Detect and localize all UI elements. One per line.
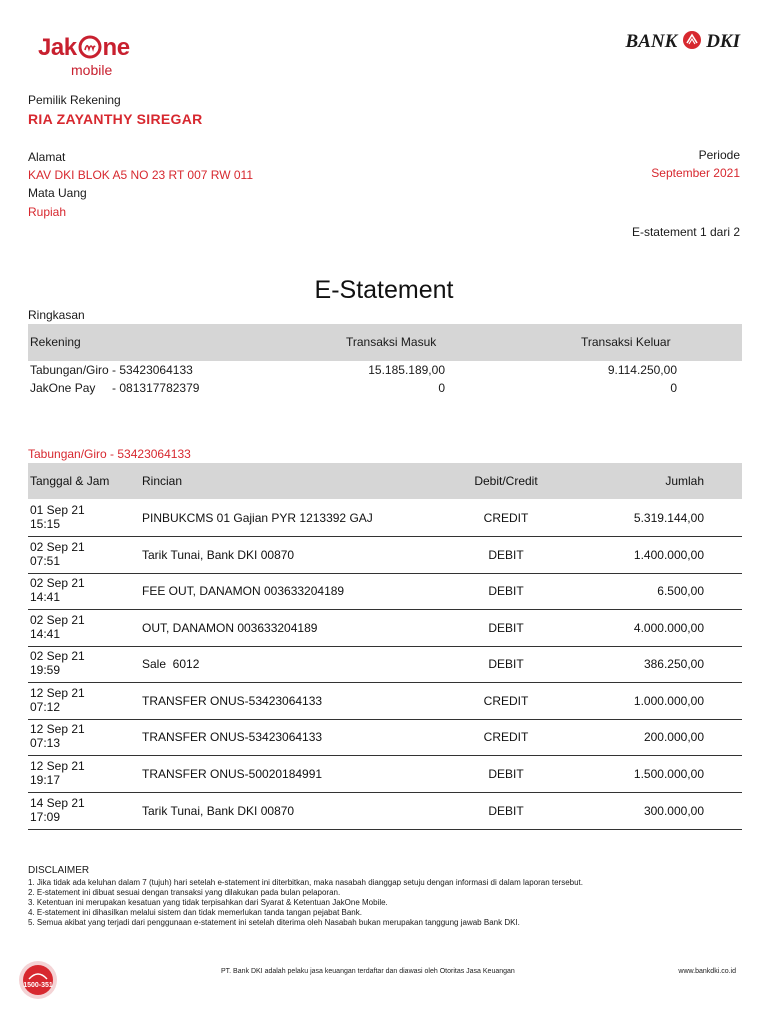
tx-datetime: 01 Sep 21 15:15 [30,503,85,531]
tx-desc: TRANSFER ONUS-53423064133 [142,694,323,708]
table-row [28,500,742,537]
tx-desc: Tarik Tunai, Bank DKI 00870 [142,548,295,562]
table-row [28,537,742,574]
summary-in: 15.185.189,00 [368,363,445,377]
summary-out: 9.114.250,00 [607,363,677,377]
table-row [28,719,742,756]
summary-in: 0 [438,381,445,395]
svg-text:1500-351: 1500-351 [23,982,53,989]
disclaimer-item: 1. Jika tidak ada keluhan dalam 7 (tujuh) hari setelah e-statement ini diterbitkan, maka nasabah dianggap setuju dengan informasi di dalam laporan tersebut. [28,878,584,887]
tx-col-type: Debit/Credit [474,474,538,488]
disclaimer-list [28,878,583,928]
tx-desc: TRANSFER ONUS-53423064133 [142,730,323,744]
tx-datetime: 14 Sep 21 17:09 [30,796,85,824]
tx-desc: PINBUKCMS 01 Gajian PYR 1213392 GAJ [142,511,373,525]
tx-type: DEBIT [488,621,524,635]
tx-desc: OUT, DANAMON 003633204189 [142,621,318,635]
table-row [28,793,742,830]
summary-col-account: Rekening [30,335,81,349]
tx-type: DEBIT [488,548,524,562]
tx-desc: Tarik Tunai, Bank DKI 00870 [142,804,295,818]
summary-account: JakOne Pay - 081317782379 [30,381,200,395]
summary-col-in: Transaksi Masuk [346,335,437,349]
owner-name: RIA ZAYANTHY SIREGAR [28,111,203,127]
tx-datetime: 12 Sep 21 07:13 [30,722,85,750]
disclaimer-item: 4. E-statement ini dihasilkan melalui sistem dan tidak memerlukan tanda tangan pejabat Bank. [28,908,362,917]
page-title: E-Statement [314,276,454,304]
bank-dki-logo: BANK DKI [625,31,740,52]
summary-section-label: Ringkasan [28,308,85,322]
address-value: KAV DKI BLOK A5 NO 23 RT 007 RW 011 [28,168,253,182]
bank-dki-callcenter-badge [18,960,58,1000]
tx-amount: 1.000.000,00 [633,694,704,708]
tx-datetime: 02 Sep 21 14:41 [30,613,85,641]
jakone-mobile-logo: Jak ne mobile [38,34,130,78]
table-row [28,756,742,793]
table-row [28,610,742,647]
footer-legal: PT. Bank DKI adalah pelaku jasa keuangan terdaftar dan diawasi oleh Otoritas Jasa Keuangan [221,968,515,975]
tx-datetime: 12 Sep 21 19:17 [30,759,85,787]
tx-amount: 1.500.000,00 [633,767,704,781]
summary-col-out: Transaksi Keluar [581,335,671,349]
tx-col-desc: Rincian [142,474,183,488]
tx-type: CREDIT [483,694,529,708]
tx-amount: 300.000,00 [643,804,704,818]
tx-desc: Sale 6012 [142,657,200,671]
tx-type: CREDIT [483,730,529,744]
tx-amount: 200.000,00 [643,730,704,744]
table-row [28,683,742,720]
owner-label: Pemilik Rekening [28,93,121,107]
tx-type: DEBIT [488,804,524,818]
dki-emblem-icon [682,30,702,50]
transactions-account-title: Tabungan/Giro - 53423064133 [28,447,191,461]
summary-row [28,381,742,401]
page-info: E-statement 1 dari 2 [631,225,740,239]
disclaimer-item: 2. E-statement ini dibuat sesuai dengan transaksi yang dilakukan pada bulan pelaporan. [28,888,341,897]
tx-type: DEBIT [488,584,524,598]
disclaimer-item: 3. Ketentuan ini merupakan kesatuan yang tidak terpisahkan dari Syarat & Ketentuan JakOne Mobile. [28,898,388,907]
tx-datetime: 02 Sep 21 19:59 [30,649,85,677]
tx-col-amount: Jumlah [665,474,704,488]
jakone-o-icon [78,35,102,59]
tx-amount: 4.000.000,00 [633,621,704,635]
summary-account: Tabungan/Giro - 53423064133 [30,363,193,377]
transactions-header [28,463,742,499]
tx-type: DEBIT [488,657,524,671]
tx-type: CREDIT [483,511,529,525]
tx-datetime: 12 Sep 21 07:12 [30,686,85,714]
tx-desc: FEE OUT, DANAMON 003633204189 [142,584,345,598]
tx-datetime: 02 Sep 21 14:41 [30,576,85,604]
jakone-logo-word: Jak [38,34,77,61]
address-label: Alamat [28,150,66,164]
tx-amount: 1.400.000,00 [633,548,704,562]
tx-type: DEBIT [488,767,524,781]
tx-amount: 6.500,00 [657,584,704,598]
summary-out: 0 [670,381,677,395]
table-row [28,573,742,610]
tx-desc: TRANSFER ONUS-50020184991 [142,767,323,781]
tx-col-date: Tanggal & Jam [30,474,110,488]
disclaimer-item: 5. Semua akibat yang terjadi dari penggunaan e-statement ini setelah diterima oleh Nasabah bukan merupakan tanggung jawab Bank DKI. [28,918,520,927]
table-row [28,646,742,683]
tx-amount: 386.250,00 [643,657,704,671]
jakone-logo-sub: mobile [71,62,113,78]
summary-header [28,324,742,361]
footer-website[interactable]: www.bankdki.co.id [678,968,736,975]
tx-amount: 5.319.144,00 [633,511,704,525]
period-value: September 2021 [651,166,740,180]
currency-value: Rupiah [28,205,67,219]
disclaimer-title: DISCLAIMER [28,865,90,876]
period-label: Periode [698,148,740,162]
summary-row [28,363,742,383]
tx-datetime: 02 Sep 21 07:51 [30,540,85,568]
currency-label: Mata Uang [28,186,87,200]
